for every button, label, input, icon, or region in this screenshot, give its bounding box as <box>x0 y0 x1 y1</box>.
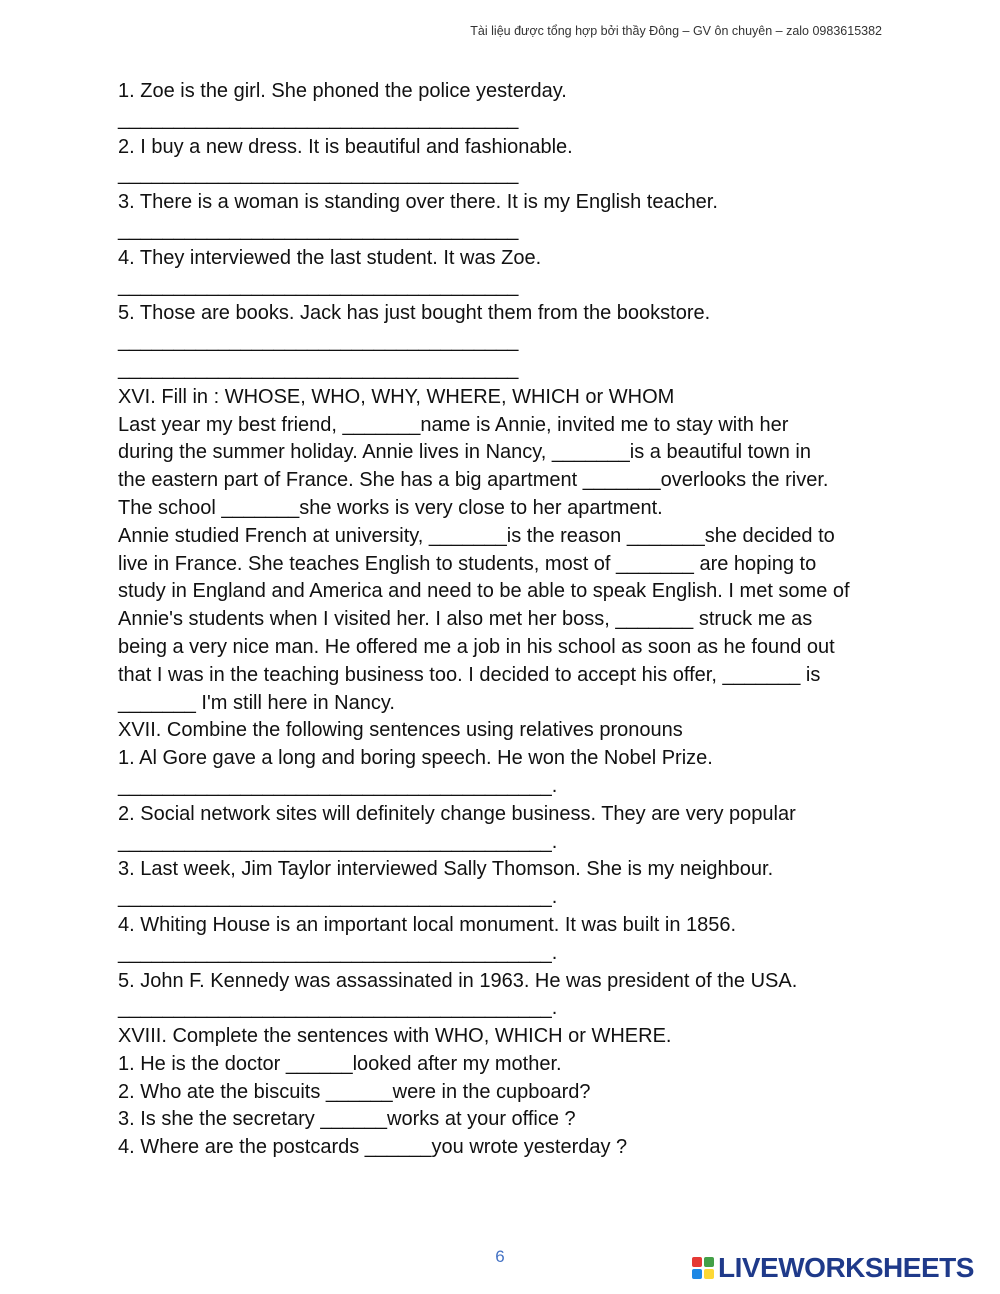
answer-line[interactable]: _______________________________________. <box>118 941 558 964</box>
text-line: 5. John F. Kennedy was assassinated in 1963. He was president of the USA. <box>118 969 798 992</box>
logo-square <box>704 1257 714 1267</box>
passage-line[interactable]: _______ I'm still here in Nancy. <box>118 691 395 714</box>
logo-square <box>704 1269 714 1279</box>
logo-mark-icon <box>692 1257 714 1279</box>
passage-line: study in England and America and need to be able to speak English. I met some of <box>118 580 850 603</box>
passage-line[interactable]: Annie studied French at university, _______is the reason _______she decided to <box>118 524 835 547</box>
answer-line[interactable]: _______________________________________. <box>118 886 558 909</box>
passage-line[interactable]: the eastern part of France. She has a big apartment _______overlooks the river. <box>118 469 829 492</box>
passage-line[interactable]: Last year my best friend, _______name is Annie, invited me to stay with her <box>118 413 789 436</box>
section-heading-xviii: XVIII. Complete the sentences with WHO, WHICH or WHERE. <box>118 1025 672 1048</box>
section-heading-xvi: XVI. Fill in : WHOSE, WHO, WHY, WHERE, WHICH or WHOM <box>118 385 675 408</box>
liveworksheets-logo <box>692 1252 974 1284</box>
brand-text: LIVEWORKSHEETS <box>718 1252 974 1283</box>
answer-line[interactable]: _______________________________________. <box>118 774 558 797</box>
answer-line[interactable]: ____________________________________ <box>118 330 519 353</box>
passage-line[interactable]: live in France. She teaches English to students, most of _______ are hoping to <box>118 552 817 575</box>
text-line: 3. Last week, Jim Taylor interviewed Sally Thomson. She is my neighbour. <box>118 858 774 881</box>
passage-line[interactable]: The school _______she works is very close to her apartment. <box>118 496 663 519</box>
answer-line[interactable]: ____________________________________ <box>118 218 519 241</box>
header-note: Tài liệu được tổng hợp bởi thầy Đông – GV ôn chuyên – zalo 0983615382 <box>470 24 882 38</box>
text-line: 4. Whiting House is an important local monument. It was built in 1856. <box>118 913 737 936</box>
question-line[interactable]: 1. He is the doctor ______looked after my mother. <box>118 1052 562 1075</box>
text-line: 1. Zoe is the girl. She phoned the police yesterday. <box>118 80 567 102</box>
question-line[interactable]: 3. Is she the secretary ______works at your office ? <box>118 1108 576 1131</box>
answer-line[interactable]: _______________________________________. <box>118 997 558 1020</box>
page-number: 6 <box>495 1247 505 1266</box>
question-line[interactable]: 4. Where are the postcards ______you wrote yesterday ? <box>118 1136 628 1159</box>
answer-line[interactable]: ____________________________________ <box>118 357 519 380</box>
text-line: 2. Social network sites will definitely change business. They are very popular <box>118 802 796 825</box>
text-line: 2. I buy a new dress. It is beautiful and fashionable. <box>118 135 573 158</box>
text-line: 3. There is a woman is standing over there. It is my English teacher. <box>118 191 718 214</box>
passage-line[interactable]: Annie's students when I visited her. I also met her boss, _______ struck me as <box>118 608 813 631</box>
answer-line[interactable]: ____________________________________ <box>118 107 519 130</box>
logo-square <box>692 1257 702 1267</box>
passage-line[interactable]: during the summer holiday. Annie lives in Nancy, _______is a beautiful town in <box>118 441 811 464</box>
worksheet-content <box>118 78 888 1162</box>
question-line[interactable]: 2. Who ate the biscuits ______were in the cupboard? <box>118 1080 591 1103</box>
section-heading-xvii: XVII. Combine the following sentences using relatives pronouns <box>118 719 683 742</box>
passage-line: being a very nice man. He offered me a job in his school as soon as he found out <box>118 635 835 658</box>
logo-square <box>692 1269 702 1279</box>
text-line: 5. Those are books. Jack has just bought them from the bookstore. <box>118 302 711 325</box>
passage-line[interactable]: that I was in the teaching business too. I decided to accept his offer, _______ is <box>118 663 821 686</box>
text-line: 1. Al Gore gave a long and boring speech. He won the Nobel Prize. <box>118 747 713 770</box>
text-line: 4. They interviewed the last student. It was Zoe. <box>118 246 542 269</box>
answer-line[interactable]: ____________________________________ <box>118 163 519 186</box>
answer-line[interactable]: _______________________________________. <box>118 830 558 853</box>
answer-line[interactable]: ____________________________________ <box>118 274 519 297</box>
